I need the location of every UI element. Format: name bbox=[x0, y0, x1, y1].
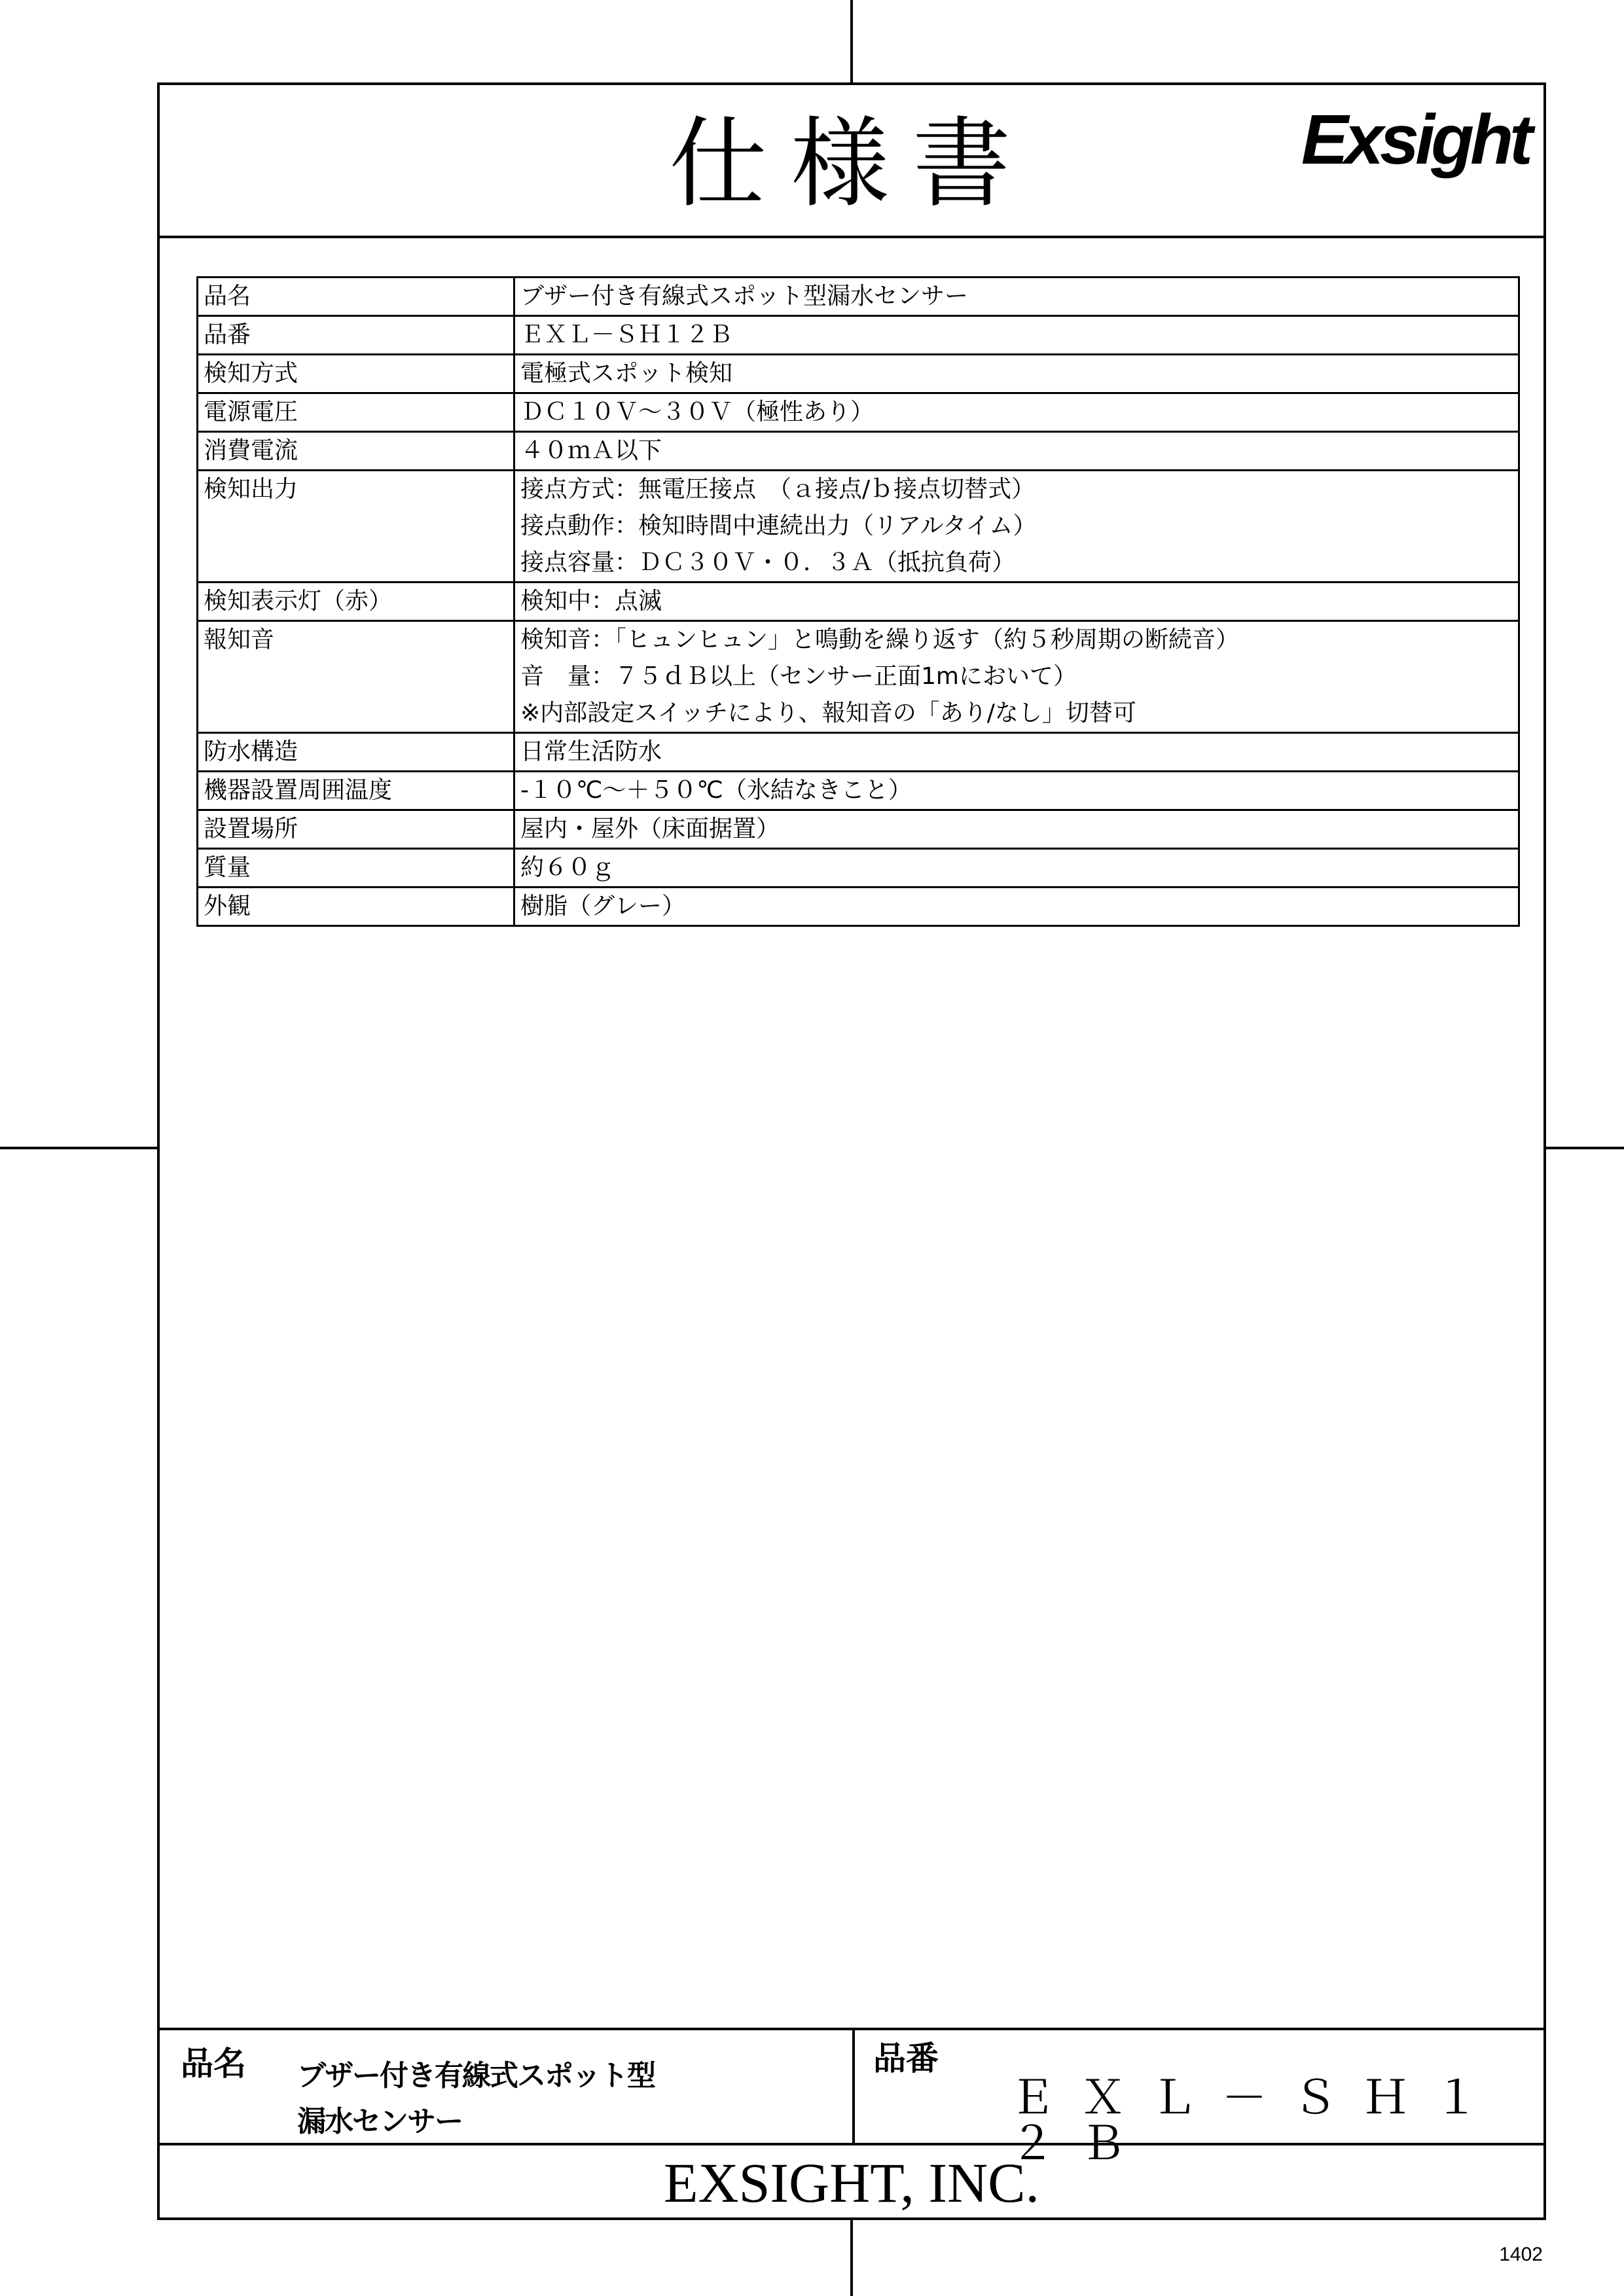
spec-row bbox=[198, 316, 1519, 355]
spec-value-line: ＥＸＬ－ＳＨ１２Ｂ bbox=[520, 321, 733, 348]
footer-code-value: ＥＸＬ－ＳＨ１２Ｂ bbox=[1009, 2071, 1504, 2170]
footer-name-label: 品名 bbox=[181, 2045, 246, 2083]
spec-value-line: 接点容量：ＤＣ３０Ｖ・０．３Ａ（抵抗負荷） bbox=[520, 549, 1016, 576]
spec-value bbox=[514, 810, 1519, 849]
spec-row bbox=[198, 393, 1519, 432]
spec-value bbox=[514, 621, 1519, 733]
footer-name-line2: 漏水センサー bbox=[297, 2105, 462, 2138]
spec-value-line: 樹脂（グレー） bbox=[520, 893, 686, 920]
spec-value bbox=[514, 432, 1519, 471]
spec-label: 外観 bbox=[198, 888, 514, 926]
header-divider bbox=[160, 236, 1543, 238]
spec-label: 電源電圧 bbox=[198, 393, 514, 432]
spec-value bbox=[514, 733, 1519, 772]
spec-value bbox=[514, 316, 1519, 355]
company-name: EXSIGHT, INC. bbox=[663, 2151, 1040, 2214]
spec-label: 報知音 bbox=[198, 621, 514, 733]
footer-code-label: 品番 bbox=[873, 2039, 939, 2077]
spec-value bbox=[514, 471, 1519, 583]
spec-label: 品番 bbox=[198, 316, 514, 355]
spec-value-line: 日常生活防水 bbox=[520, 738, 662, 765]
spec-row bbox=[198, 810, 1519, 849]
spec-label: 質量 bbox=[198, 849, 514, 888]
spec-row bbox=[198, 772, 1519, 810]
page-title: 仕様書 bbox=[668, 107, 1034, 221]
spec-label: 設置場所 bbox=[198, 810, 514, 849]
footer-name-line1: ブザー付き有線式スポット型 bbox=[297, 2059, 655, 2092]
spec-value bbox=[514, 849, 1519, 888]
footer-top-divider bbox=[160, 2028, 1543, 2030]
spec-value-line: 屋内・屋外（床面据置） bbox=[520, 816, 780, 842]
spec-row bbox=[198, 355, 1519, 393]
spec-value-line: ４０ｍＡ以下 bbox=[520, 437, 662, 464]
spec-row bbox=[198, 471, 1519, 583]
spec-row bbox=[198, 733, 1519, 772]
spec-value-line: ※内部設定スイッチにより、報知音の「あり/なし」切替可 bbox=[520, 700, 1136, 726]
spec-value-line: 検知中：点滅 bbox=[520, 588, 662, 615]
spec-row bbox=[198, 583, 1519, 621]
spec-label: 検知出力 bbox=[198, 471, 514, 583]
spec-label: 消費電流 bbox=[198, 432, 514, 471]
spec-sheet-frame bbox=[157, 82, 1546, 2220]
crop-mark-bottom bbox=[850, 2220, 853, 2296]
spec-label: 品名 bbox=[198, 278, 514, 316]
spec-label: 防水構造 bbox=[198, 733, 514, 772]
company-logo: Exsight bbox=[1301, 99, 1529, 179]
spec-label: 検知方式 bbox=[198, 355, 514, 393]
spec-value bbox=[514, 772, 1519, 810]
spec-table bbox=[196, 276, 1520, 927]
spec-value-line: 接点方式：無電圧接点 （ａ接点/ｂ接点切替式） bbox=[520, 476, 1036, 503]
spec-value-line: 電極式スポット検知 bbox=[520, 360, 733, 387]
spec-value bbox=[514, 278, 1519, 316]
spec-value-line: ブザー付き有線式スポット型漏水センサー bbox=[520, 283, 969, 310]
page-number: 1402 bbox=[1499, 2244, 1543, 2265]
spec-value bbox=[514, 355, 1519, 393]
spec-value-line: 接点動作：検知時間中連続出力（リアルタイム） bbox=[520, 512, 1037, 539]
spec-row bbox=[198, 621, 1519, 733]
spec-row bbox=[198, 278, 1519, 316]
spec-value bbox=[514, 393, 1519, 432]
spec-value-line: 検知音：「ヒュンヒュン」と鳴動を繰り返す（約５秒周期の断続音） bbox=[520, 626, 1240, 653]
footer-column-divider bbox=[852, 2028, 855, 2143]
crop-mark-left bbox=[0, 1147, 157, 1149]
spec-row bbox=[198, 888, 1519, 926]
spec-label: 検知表示灯（赤） bbox=[198, 583, 514, 621]
spec-value-line: 約６０ｇ bbox=[520, 854, 615, 881]
spec-value bbox=[514, 583, 1519, 621]
crop-mark-top bbox=[850, 0, 853, 82]
spec-value-line: 音 量：７５ｄＢ以上（センサー正面1mにおいて） bbox=[520, 663, 1077, 690]
spec-row bbox=[198, 432, 1519, 471]
spec-label: 機器設置周囲温度 bbox=[198, 772, 514, 810]
spec-value-line: ＤＣ１０Ｖ～３０Ｖ（極性あり） bbox=[520, 399, 875, 425]
crop-mark-right bbox=[1546, 1147, 1624, 1149]
spec-value-line: -１０℃～＋５０℃（氷結なきこと） bbox=[520, 777, 912, 804]
spec-value bbox=[514, 888, 1519, 926]
spec-row bbox=[198, 849, 1519, 888]
